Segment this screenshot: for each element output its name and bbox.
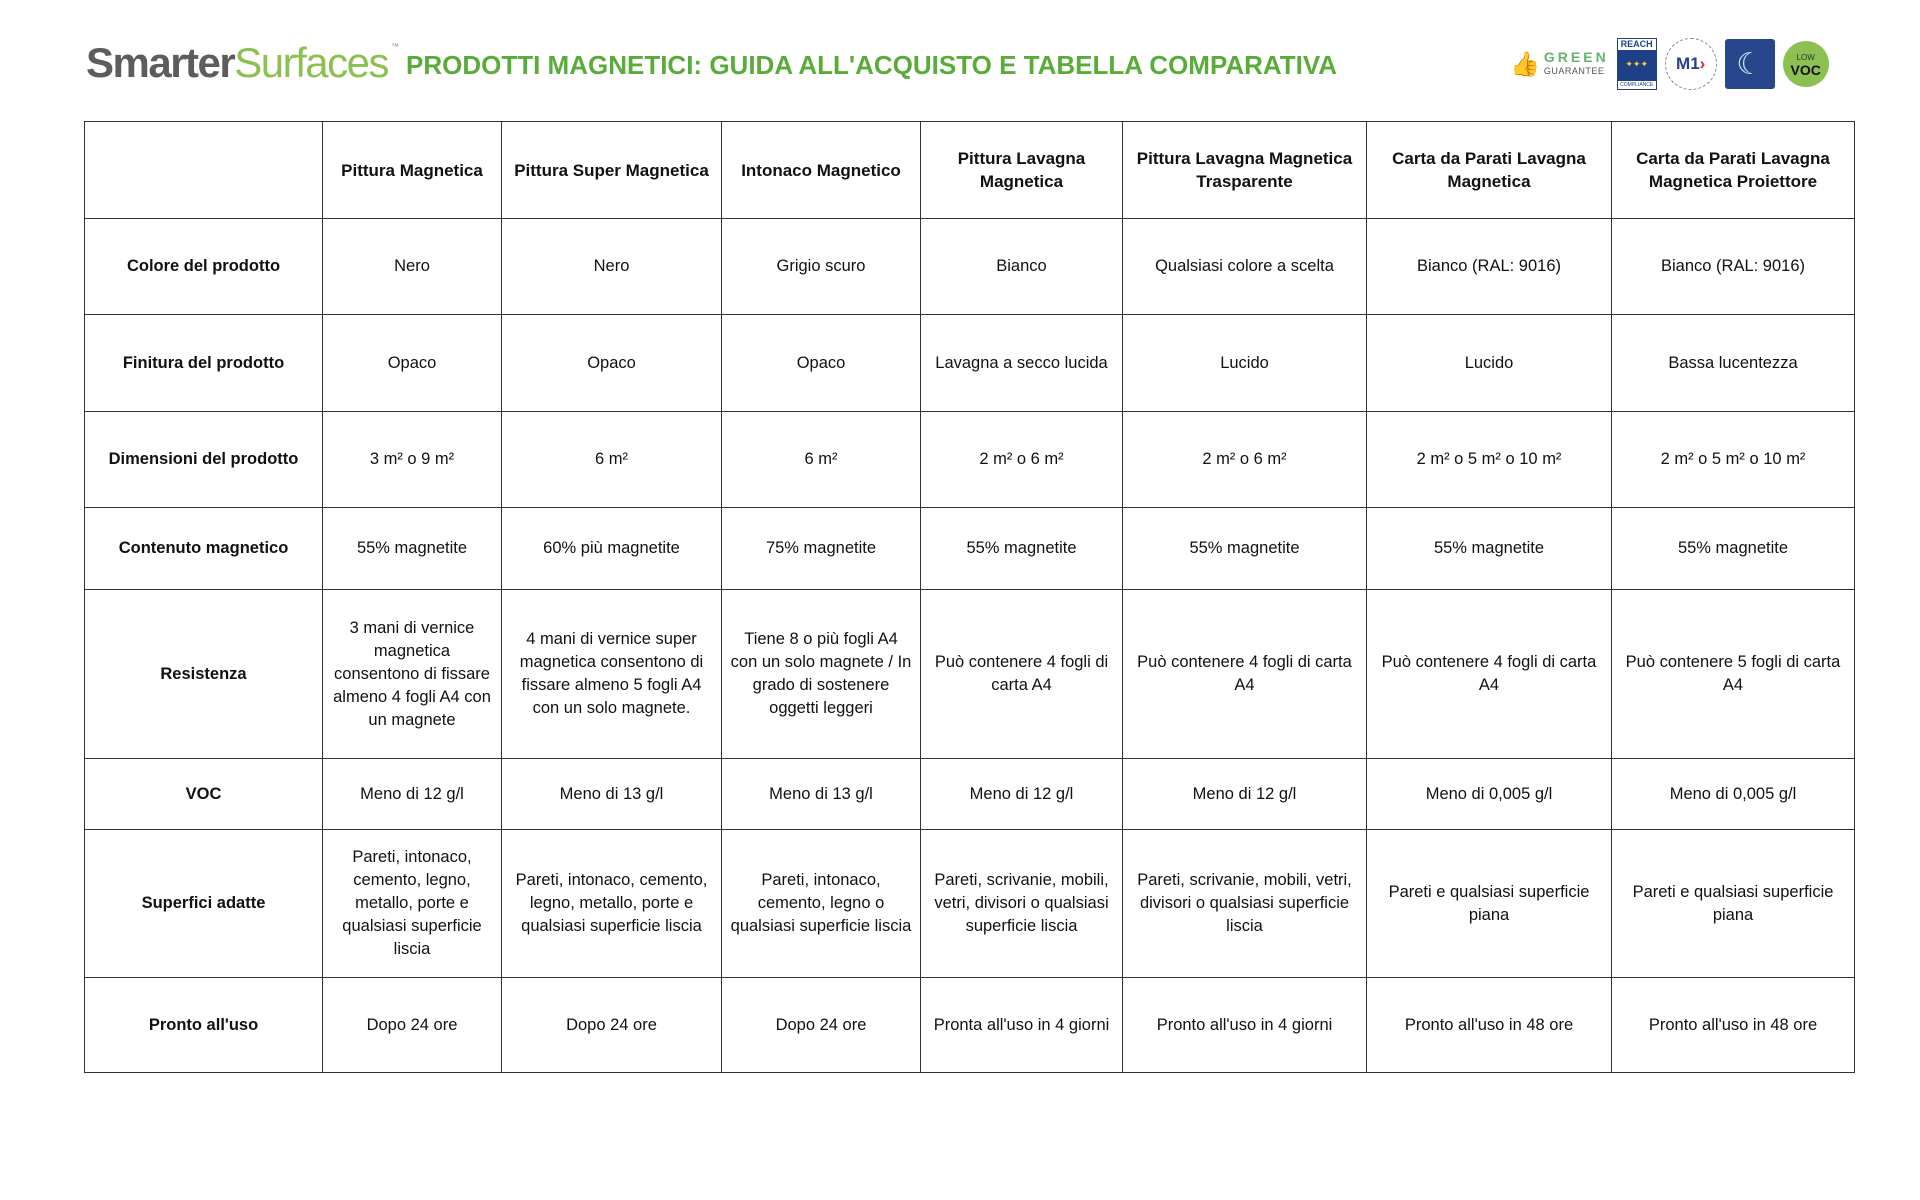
- table-cell: Pronto all'uso in 4 giorni: [1123, 978, 1367, 1073]
- thumbs-up-icon: 👍: [1510, 50, 1540, 78]
- page-header: [0, 0, 1920, 120]
- table-cell: Può contenere 4 fogli di carta A4: [921, 590, 1123, 759]
- row-header: Resistenza: [85, 590, 323, 759]
- table-cell: 2 m² o 5 m² o 10 m²: [1367, 412, 1612, 508]
- row-header: Dimensioni del prodotto: [85, 412, 323, 508]
- table-cell: Bianco (RAL: 9016): [1612, 219, 1855, 315]
- table-cell: Può contenere 4 fogli di carta A4: [1367, 590, 1612, 759]
- column-header: Intonaco Magnetico: [722, 122, 921, 219]
- row-header: Pronto all'uso: [85, 978, 323, 1073]
- crescent-icon: ☾: [1736, 47, 1764, 81]
- table-cell: Pareti, intonaco, cemento, legno, metallo, porte e qualsiasi superficie liscia: [323, 830, 502, 978]
- table-cell: Bianco (RAL: 9016): [1367, 219, 1612, 315]
- table-row: [85, 978, 1855, 1073]
- row-header: Superfici adatte: [85, 830, 323, 978]
- row-header: Contenuto magnetico: [85, 508, 323, 590]
- column-header: Pittura Super Magnetica: [502, 122, 722, 219]
- table-cell: Opaco: [502, 315, 722, 412]
- table-cell: Dopo 24 ore: [323, 978, 502, 1073]
- eu-stars-icon: ✦✦✦: [1618, 50, 1656, 81]
- crbt-badge: [1725, 39, 1775, 89]
- row-header: Colore del prodotto: [85, 219, 323, 315]
- table-cell: Lucido: [1123, 315, 1367, 412]
- table-cell: Pronta all'uso in 4 giorni: [921, 978, 1123, 1073]
- table-cell: Pareti, scrivanie, mobili, vetri, divisori o qualsiasi superficie liscia: [1123, 830, 1367, 978]
- table-cell: 55% magnetite: [921, 508, 1123, 590]
- table-cell: Nero: [502, 219, 722, 315]
- table-cell: 4 mani di vernice super magnetica consentono di fissare almeno 5 fogli A4 con un solo magnete.: [502, 590, 722, 759]
- column-header: Pittura Lavagna Magnetica Trasparente: [1123, 122, 1367, 219]
- table-cell: Meno di 12 g/l: [1123, 759, 1367, 830]
- m1-label: M1: [1676, 54, 1700, 73]
- table-cell: Dopo 24 ore: [722, 978, 921, 1073]
- table-cell: Pareti, intonaco, cemento, legno o qualsiasi superficie liscia: [722, 830, 921, 978]
- column-header: Pittura Lavagna Magnetica: [921, 122, 1123, 219]
- table-cell: 75% magnetite: [722, 508, 921, 590]
- logo-text-surfaces: Surfaces: [234, 39, 389, 86]
- table-body: [85, 219, 1855, 1073]
- certification-badges: [1510, 36, 1829, 92]
- green-guarantee-badge: [1510, 50, 1609, 79]
- table-cell: Opaco: [722, 315, 921, 412]
- compliance-label: COMPLIANCE: [1620, 82, 1654, 88]
- column-header-empty: [85, 122, 323, 219]
- table-cell: Pareti e qualsiasi superficie piana: [1367, 830, 1612, 978]
- table-cell: Bassa lucentezza: [1612, 315, 1855, 412]
- m1-emission-class-badge: [1665, 38, 1717, 90]
- table-cell: Pronto all'uso in 48 ore: [1367, 978, 1612, 1073]
- table-cell: Pareti e qualsiasi superficie piana: [1612, 830, 1855, 978]
- page-title: PRODOTTI MAGNETICI: GUIDA ALL'ACQUISTO E TABELLA COMPARATIVA: [406, 50, 1338, 80]
- table-cell: 55% magnetite: [323, 508, 502, 590]
- logo-trademark: ™: [391, 42, 400, 51]
- table-row: [85, 508, 1855, 590]
- table-cell: Pronto all'uso in 48 ore: [1612, 978, 1855, 1073]
- table-cell: 6 m²: [722, 412, 921, 508]
- table-cell: 55% magnetite: [1123, 508, 1367, 590]
- column-header: Carta da Parati Lavagna Magnetica: [1367, 122, 1612, 219]
- column-header: Pittura Magnetica: [323, 122, 502, 219]
- table-row: [85, 412, 1855, 508]
- row-header: VOC: [85, 759, 323, 830]
- table-cell: Pareti, scrivanie, mobili, vetri, divisori o qualsiasi superficie liscia: [921, 830, 1123, 978]
- smartersurfaces-logo: [86, 38, 399, 88]
- table-cell: Meno di 12 g/l: [323, 759, 502, 830]
- table-row: [85, 315, 1855, 412]
- table-cell: Meno di 0,005 g/l: [1367, 759, 1612, 830]
- table-row: [85, 830, 1855, 978]
- table-cell: Meno di 13 g/l: [722, 759, 921, 830]
- table-cell: 2 m² o 6 m²: [921, 412, 1123, 508]
- table-cell: Dopo 24 ore: [502, 978, 722, 1073]
- table-cell: Nero: [323, 219, 502, 315]
- table-header-row: [85, 122, 1855, 219]
- table-cell: Meno di 13 g/l: [502, 759, 722, 830]
- row-header: Finitura del prodotto: [85, 315, 323, 412]
- table-cell: Tiene 8 o più fogli A4 con un solo magnete / In grado di sostenere oggetti leggeri: [722, 590, 921, 759]
- table-cell: Bianco: [921, 219, 1123, 315]
- comparison-table: [84, 121, 1855, 1073]
- voc-label: VOC: [1790, 62, 1821, 78]
- table-cell: 3 m² o 9 m²: [323, 412, 502, 508]
- table-cell: 6 m²: [502, 412, 722, 508]
- low-voc-badge: [1783, 41, 1829, 87]
- table-cell: Lavagna a secco lucida: [921, 315, 1123, 412]
- table-row: [85, 590, 1855, 759]
- table-row: [85, 759, 1855, 830]
- table-cell: Meno di 0,005 g/l: [1612, 759, 1855, 830]
- table-cell: Grigio scuro: [722, 219, 921, 315]
- green-guarantee-line2: GUARANTEE: [1543, 66, 1605, 76]
- table-cell: Pareti, intonaco, cemento, legno, metallo, porte e qualsiasi superficie liscia: [502, 830, 722, 978]
- table-cell: 55% magnetite: [1612, 508, 1855, 590]
- table-cell: 2 m² o 5 m² o 10 m²: [1612, 412, 1855, 508]
- table-cell: Può contenere 4 fogli di carta A4: [1123, 590, 1367, 759]
- reach-label: REACH: [1620, 39, 1653, 49]
- green-guarantee-line1: GREEN: [1543, 49, 1609, 65]
- table-cell: 3 mani di vernice magnetica consentono di fissare almeno 4 fogli A4 con un magnete: [323, 590, 502, 759]
- table-cell: Qualsiasi colore a scelta: [1123, 219, 1367, 315]
- table-cell: 55% magnetite: [1367, 508, 1612, 590]
- table-row: [85, 219, 1855, 315]
- reach-compliance-badge: [1617, 38, 1657, 90]
- chevron-right-icon: ›: [1699, 54, 1706, 73]
- logo-text-smarter: Smarter: [86, 39, 235, 86]
- low-label: LOW: [1796, 53, 1815, 62]
- table-cell: Opaco: [323, 315, 502, 412]
- table-cell: 60% più magnetite: [502, 508, 722, 590]
- table-cell: 2 m² o 6 m²: [1123, 412, 1367, 508]
- table-cell: Meno di 12 g/l: [921, 759, 1123, 830]
- table-cell: Lucido: [1367, 315, 1612, 412]
- column-header: Carta da Parati Lavagna Magnetica Proiettore: [1612, 122, 1855, 219]
- table-cell: Può contenere 5 fogli di carta A4: [1612, 590, 1855, 759]
